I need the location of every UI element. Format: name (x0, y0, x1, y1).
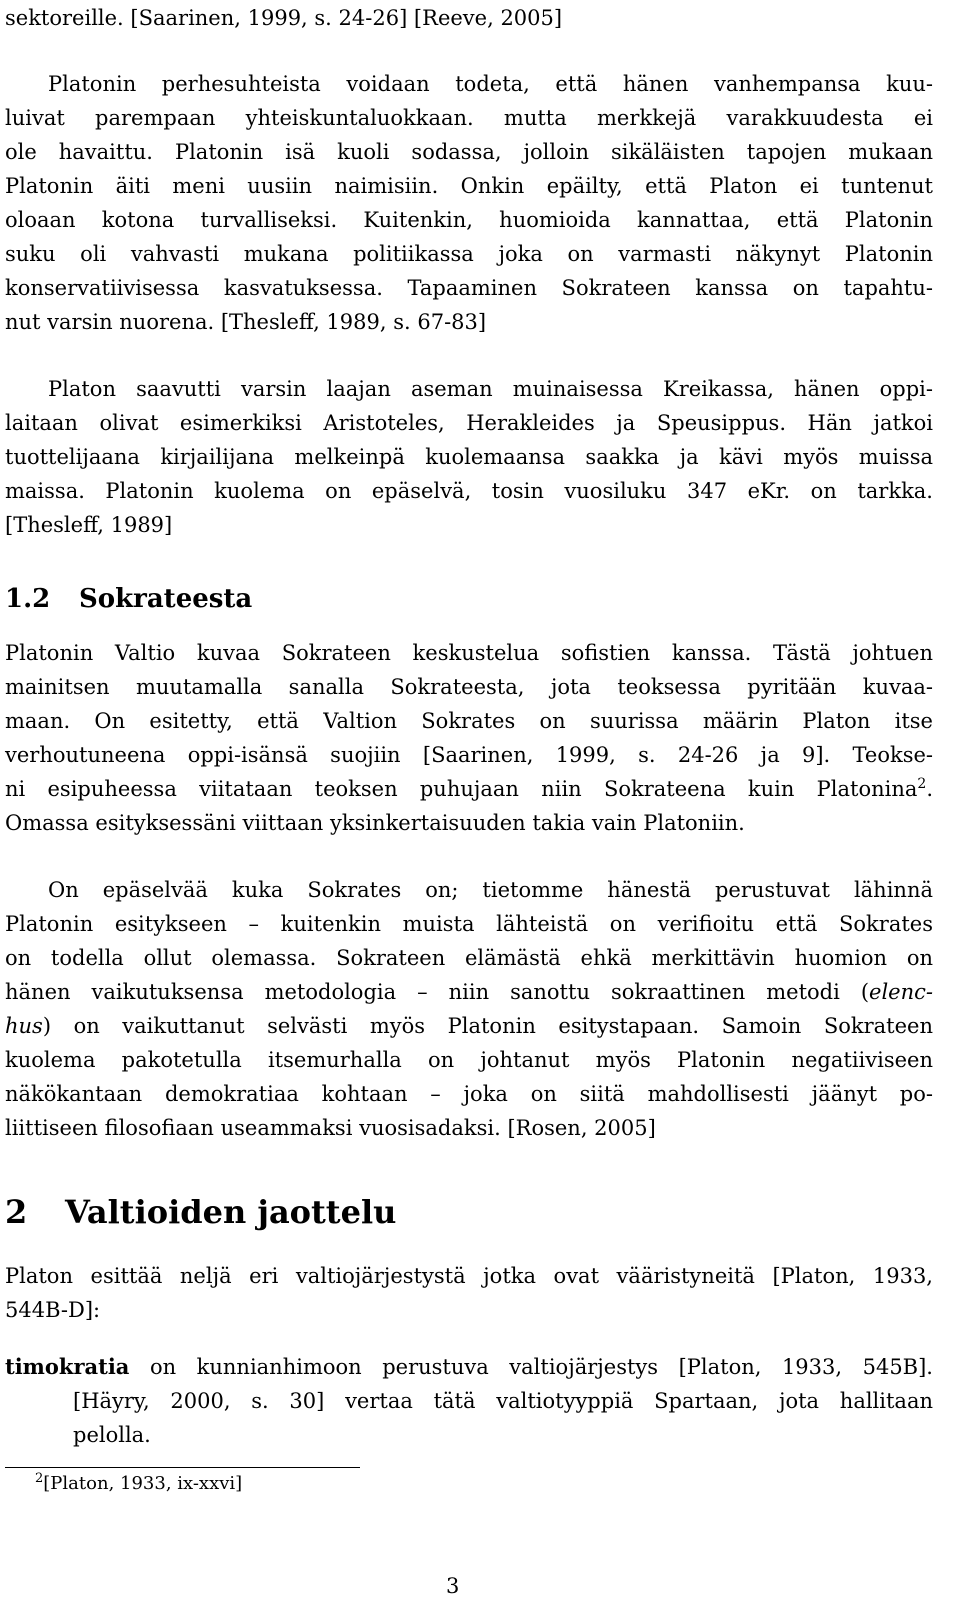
text-line: Omassa esityksessäni viittaan yksinkertaisuuden takia vain Platoniin. (5, 811, 745, 835)
text-line: [Thesleff, 1989] (5, 513, 173, 537)
section-title: Sokrateesta (79, 584, 253, 614)
text-line: liittiseen filosofiaan useammaksi vuosisadaksi. [Rosen, 2005] (5, 1116, 656, 1140)
text-line (5, 775, 933, 803)
text-line: pelolla. (73, 1423, 151, 1447)
text-line: maissa. Platonin kuolema on epäselvä, tosin vuosiluku 347 eKr. on tarkka. (5, 479, 933, 503)
text-line: 544B-D]: (5, 1298, 101, 1322)
text-line (5, 1012, 933, 1040)
text-line: nut varsin nuorena. [Thesleff, 1989, s. 67-83] (5, 310, 487, 334)
description-item (5, 1353, 933, 1381)
text-run: hänen vaikutuksensa metodologia – niin sanottu sokraattinen metodi ( (5, 980, 870, 1004)
text-line: [Häyry, 2000, s. 30] vertaa tätä valtiotyyppiä Spartaan, jota hallitaan (73, 1389, 933, 1413)
section-number: 2 (5, 1193, 28, 1231)
italic-term: hus (5, 1014, 43, 1038)
text-line: Platon saavutti varsin laajan aseman muinaisessa Kreikassa, hänen oppi- (48, 377, 933, 401)
text-line: oloaan kotona turvalliseksi. Kuitenkin, huomioida kannattaa, että Platonin (5, 208, 933, 232)
text-line: Platonin esitykseen – kuitenkin muista lähteistä on verifioitu että Sokrates (5, 912, 933, 936)
footnote-mark: 2 (35, 1471, 44, 1486)
text-line: on todella ollut olemassa. Sokrateen elämästä ehkä merkittävin huomion on (5, 946, 933, 970)
text-line: näkökantaan demokratiaa kohtaan – joka on siitä mahdollisesti jäänyt po- (5, 1082, 933, 1106)
text-line: kuolema pakotetulla itsemurhalla on johtanut myös Platonin negatiiviseen (5, 1048, 933, 1072)
text-line: mainitsen muutamalla sanalla Sokrateesta, jota teoksessa pyritään kuvaa- (5, 675, 933, 699)
page-number: 3 (446, 1574, 460, 1598)
text-run: ) on vaikuttanut selvästi myös Platonin esitystapaan. Samoin Sokrateen (42, 1014, 933, 1038)
text-line: Platonin äiti meni uusiin naimisiin. Onkin epäilty, että Platon ei tuntenut (5, 174, 933, 198)
footnote-rule (5, 1467, 360, 1468)
text-line: maan. On esitetty, että Valtion Sokrates on suurissa määrin Platon itse (5, 709, 933, 733)
section-number: 1.2 (5, 584, 51, 614)
footnote-ref[interactable]: 2 (917, 776, 927, 792)
text-run: . (926, 777, 933, 801)
section-heading (5, 583, 252, 615)
footnote-text: [Platon, 1933, ix-xxvi] (43, 1473, 243, 1494)
footnote (35, 1472, 242, 1496)
text-line (5, 978, 933, 1006)
text-line: ole havaittu. Platonin isä kuoli sodassa, jolloin sikäläisten tapojen mukaan (5, 140, 933, 164)
text-line: verhoutuneena oppi-isänsä suojiin [Saarinen, 1999, s. 24-26 ja 9]. Teokse- (5, 743, 933, 767)
text-line: Platonin Valtio kuvaa Sokrateen keskustelua sofistien kanssa. Tästä johtuen (5, 641, 933, 665)
text-line: On epäselvää kuka Sokrates on; tietomme hänestä perustuvat lähinnä (48, 878, 933, 902)
section-heading (5, 1192, 396, 1232)
description-term: timokratia (5, 1354, 130, 1379)
section-title: Valtioiden jaottelu (65, 1193, 397, 1231)
text-line: Platonin perhesuhteista voidaan todeta, että hänen vanhempansa kuu- (48, 72, 933, 96)
text-line: luivat parempaan yhteiskuntaluokkaan. mutta merkkejä varakkuudesta ei (5, 106, 933, 130)
text-run: ni esipuheessa viitataan teoksen puhujaan niin Sokrateena kuin Platonina (5, 777, 918, 801)
italic-term: elenc- (869, 980, 933, 1004)
text-line: konservatiivisessa kasvatuksessa. Tapaaminen Sokrateen kanssa on tapahtu- (5, 276, 933, 300)
text-line: laitaan olivat esimerkiksi Aristoteles, Herakleides ja Speusippus. Hän jatkoi (5, 411, 933, 435)
text-line: suku oli vahvasti mukana politiikassa joka on varmasti näkynyt Platonin (5, 242, 933, 266)
text-line: sektoreille. [Saarinen, 1999, s. 24-26] [Reeve, 2005] (5, 6, 563, 30)
text-run: on kunnianhimoon perustuva valtiojärjestys [Platon, 1933, 545B]. (149, 1355, 933, 1379)
text-line: Platon esittää neljä eri valtiojärjestystä jotka ovat vääristyneitä [Platon, 1933, (5, 1264, 933, 1288)
text-line: tuottelijaana kirjailijana melkeinpä kuolemaansa saakka ja kävi myös muissa (5, 445, 933, 469)
